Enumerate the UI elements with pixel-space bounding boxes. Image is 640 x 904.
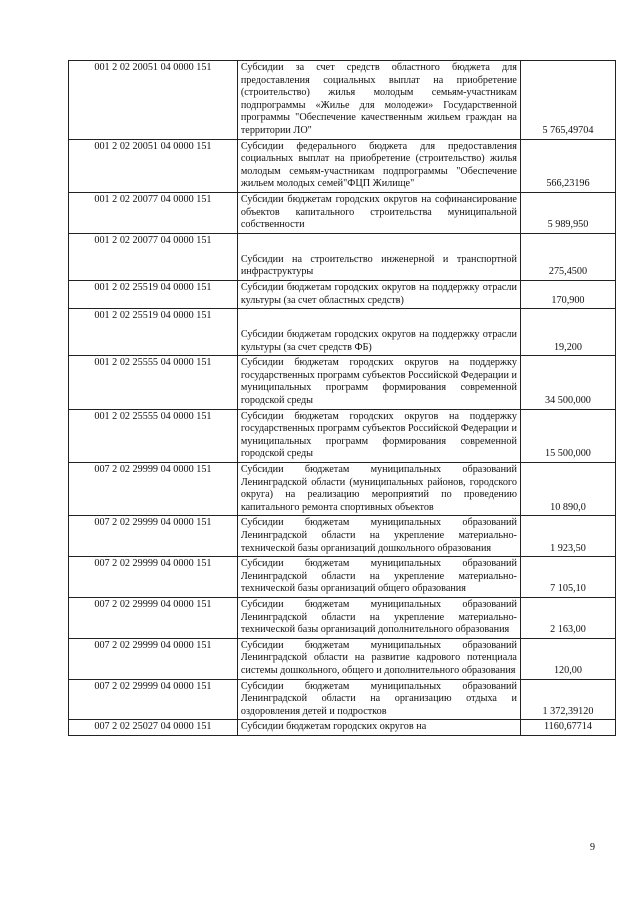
amount-cell: 5 989,950 (520, 192, 615, 233)
table-row (69, 463, 616, 516)
budget-code-cell: 001 2 02 20051 04 0000 151 (69, 61, 238, 140)
budget-code-cell: 007 2 02 29999 04 0000 151 (69, 638, 238, 679)
description-cell: Субсидии бюджетам муниципальных образований Ленинградской области на организацию отдыха и оздоровления детей и подростков (237, 679, 520, 720)
budget-code-cell: 001 2 02 25555 04 0000 151 (69, 409, 238, 462)
budget-code-cell: 001 2 02 25555 04 0000 151 (69, 356, 238, 409)
table-row (69, 516, 616, 557)
budget-code-cell: 001 2 02 25519 04 0000 151 (69, 280, 238, 308)
amount-cell: 2 163,00 (520, 597, 615, 638)
description-cell: Субсидии за счет средств областного бюджета для предоставления социальных выплат на приобретение (строительство) жилья молодым семьям-участникам подпрограммы «Жилье для молодежи» Государственной программы "Обеспечение качественным жильем граждан на территории ЛО" (237, 61, 520, 140)
amount-cell: 1 372,39120 (520, 679, 615, 720)
budget-code-cell: 001 2 02 25519 04 0000 151 (69, 309, 238, 356)
amount-cell: 19,200 (520, 309, 615, 356)
amount-cell: 5 765,49704 (520, 61, 615, 140)
budget-code-cell: 001 2 02 20077 04 0000 151 (69, 233, 238, 280)
description-cell: Субсидии бюджетам муниципальных образований Ленинградской области на укрепление материально-технической базы организаций дошкольного образования (237, 516, 520, 557)
description-cell: Субсидии бюджетам городских округов на поддержку отрасли культуры (за счет средств ФБ) (237, 309, 520, 356)
description-cell: Субсидии бюджетам муниципальных образований Ленинградской области (муниципальных районов, городского округа) на реализацию мероприятий по проведению капитального ремонта спортивных объектов (237, 463, 520, 516)
table-row (69, 280, 616, 308)
table-row (69, 557, 616, 598)
budget-code-cell: 001 2 02 20051 04 0000 151 (69, 139, 238, 192)
table-row (69, 192, 616, 233)
description-cell: Субсидии федерального бюджета для предоставления социальных выплат на приобретение (строительство) жилья молодым семьям-участникам подпрограммы "Обеспечение жильем молодых семей"ФЦП Жилище" (237, 139, 520, 192)
budget-code-cell: 007 2 02 29999 04 0000 151 (69, 557, 238, 598)
description-cell: Субсидии бюджетам муниципальных образований Ленинградской области на развитие кадрового потенциала системы дошкольного, общего и дополнительного образования (237, 638, 520, 679)
budget-table-body (69, 61, 616, 736)
budget-table (68, 60, 616, 736)
amount-cell: 7 105,10 (520, 557, 615, 598)
table-row (69, 139, 616, 192)
amount-cell: 34 500,000 (520, 356, 615, 409)
budget-code-cell: 007 2 02 29999 04 0000 151 (69, 463, 238, 516)
amount-cell: 10 890,0 (520, 463, 615, 516)
table-row (69, 309, 616, 356)
description-cell: Субсидии бюджетам городских округов на (237, 720, 520, 736)
amount-cell: 1 923,50 (520, 516, 615, 557)
amount-cell: 275,4500 (520, 233, 615, 280)
table-row (69, 409, 616, 462)
description-cell: Субсидии бюджетам муниципальных образований Ленинградской области на укрепление материально-технической базы организаций общего образования (237, 557, 520, 598)
page-number: 9 (590, 842, 595, 853)
amount-cell: 170,900 (520, 280, 615, 308)
budget-code-cell: 007 2 02 29999 04 0000 151 (69, 597, 238, 638)
budget-code-cell: 001 2 02 20077 04 0000 151 (69, 192, 238, 233)
description-cell: Субсидии на строительство инженерной и транспортной инфраструктуры (237, 233, 520, 280)
amount-cell: 15 500,000 (520, 409, 615, 462)
budget-code-cell: 007 2 02 29999 04 0000 151 (69, 516, 238, 557)
table-row (69, 720, 616, 736)
description-cell: Субсидии бюджетам муниципальных образований Ленинградской области на укрепление материально-технической базы организаций дополнительного образования (237, 597, 520, 638)
description-cell: Субсидии бюджетам городских округов на софинансирование объектов капитального строительства муниципальной собственности (237, 192, 520, 233)
table-row (69, 679, 616, 720)
description-cell: Субсидии бюджетам городских округов на поддержку государственных программ субъектов Российской Федерации и муниципальных программ формирования современной городской среды (237, 409, 520, 462)
table-row (69, 597, 616, 638)
description-cell: Субсидии бюджетам городских округов на поддержку государственных программ субъектов Российской Федерации и муниципальных программ формирования современной городской среды (237, 356, 520, 409)
table-row (69, 61, 616, 140)
table-row (69, 356, 616, 409)
amount-cell: 120,00 (520, 638, 615, 679)
amount-cell: 1160,67714 (520, 720, 615, 736)
budget-code-cell: 007 2 02 29999 04 0000 151 (69, 679, 238, 720)
table-row (69, 638, 616, 679)
budget-code-cell: 007 2 02 25027 04 0000 151 (69, 720, 238, 736)
table-row (69, 233, 616, 280)
amount-cell: 566,23196 (520, 139, 615, 192)
description-cell: Субсидии бюджетам городских округов на поддержку отрасли культуры (за счет областных средств) (237, 280, 520, 308)
